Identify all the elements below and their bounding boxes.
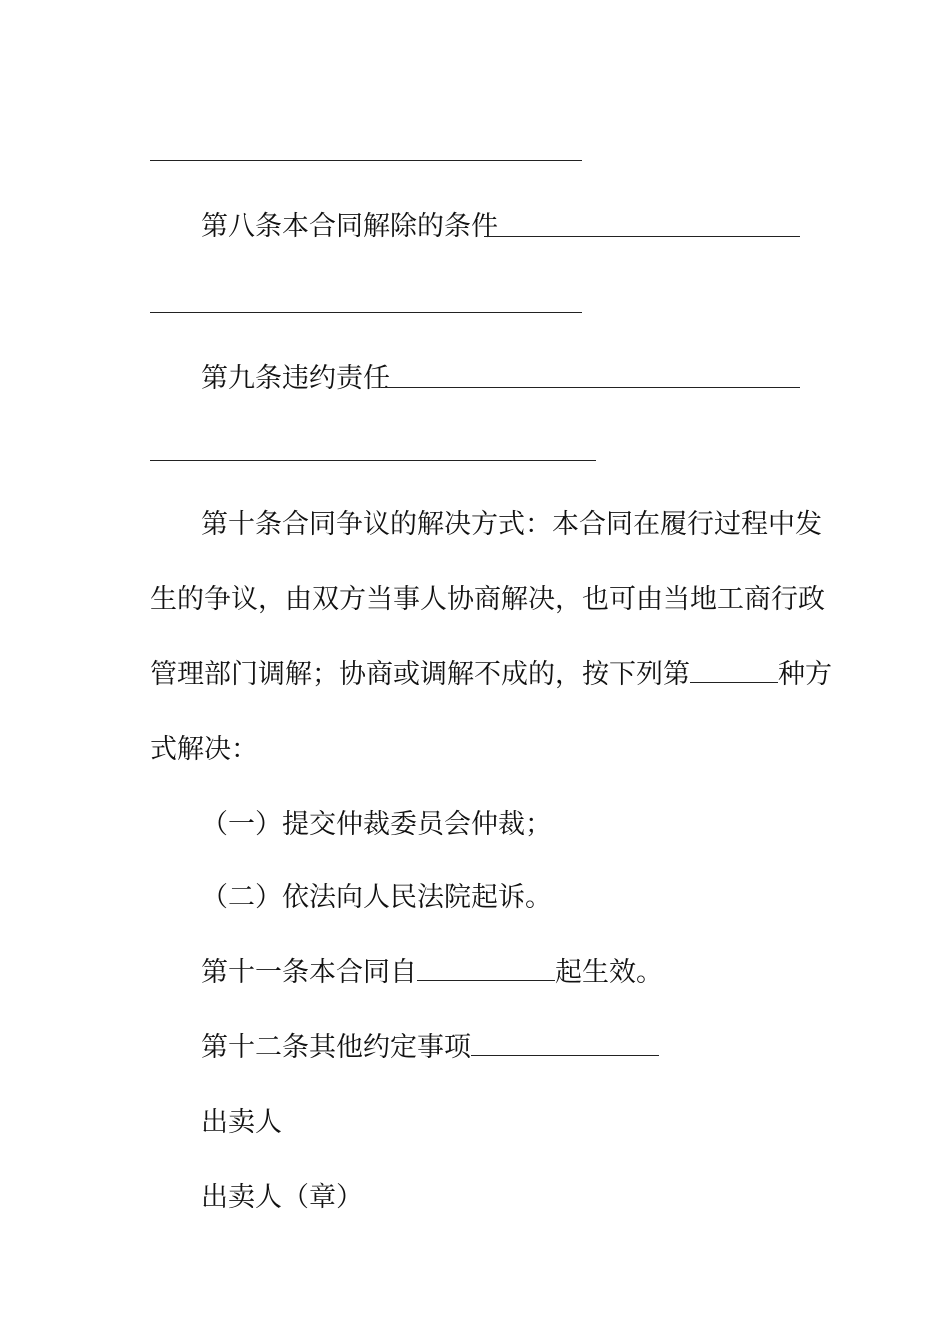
seller-seal-label: 出卖人（章） (201, 1182, 363, 1213)
seller-label: 出卖人 (201, 1107, 282, 1138)
article-11-text-a: 第十一条本合同自 (201, 957, 417, 988)
article-9-fill-line (381, 387, 800, 388)
method-number-blank (690, 656, 778, 683)
article-10-line-2 (150, 580, 825, 620)
seller-row (201, 1103, 282, 1143)
option-2-row (201, 878, 552, 918)
article-10-text-2: 生的争议，由双方当事人协商解决，也可由当地工商行政 (150, 584, 825, 615)
article-8-fill-line (484, 236, 800, 237)
article-11-text-b: 起生效。 (555, 957, 663, 988)
article-8-fill-line-2 (150, 312, 582, 313)
article-10-text-4: 式解决： (150, 734, 258, 765)
article-10-line-1 (201, 505, 822, 545)
article-10-text-3b: 种方 (778, 659, 832, 690)
article-9-row (201, 359, 390, 399)
seller-seal-row (201, 1178, 363, 1218)
effective-date-blank (417, 954, 555, 981)
article-10-line-3 (150, 655, 832, 695)
article-10-text-1: 第十条合同争议的解决方式：本合同在履行过程中发 (201, 509, 822, 540)
article-12-text: 第十二条其他约定事项 (201, 1032, 471, 1063)
option-2-text: （二）依法向人民法院起诉。 (201, 882, 552, 913)
option-1-text: （一）提交仲裁委员会仲裁； (201, 809, 552, 840)
article-10-line-4 (150, 730, 258, 770)
article-8-text: 第八条本合同解除的条件 (201, 211, 498, 242)
article-12-row (201, 1028, 659, 1068)
article-9-text: 第九条违约责任 (201, 363, 390, 394)
article-10-text-3a: 管理部门调解；协商或调解不成的，按下列第 (150, 659, 690, 690)
article-9-fill-line-2 (150, 460, 596, 461)
blank-line-top (150, 160, 582, 161)
article-8-row (201, 207, 498, 247)
other-terms-blank (471, 1029, 659, 1056)
article-11-row (201, 953, 663, 993)
option-1-row (201, 805, 552, 845)
